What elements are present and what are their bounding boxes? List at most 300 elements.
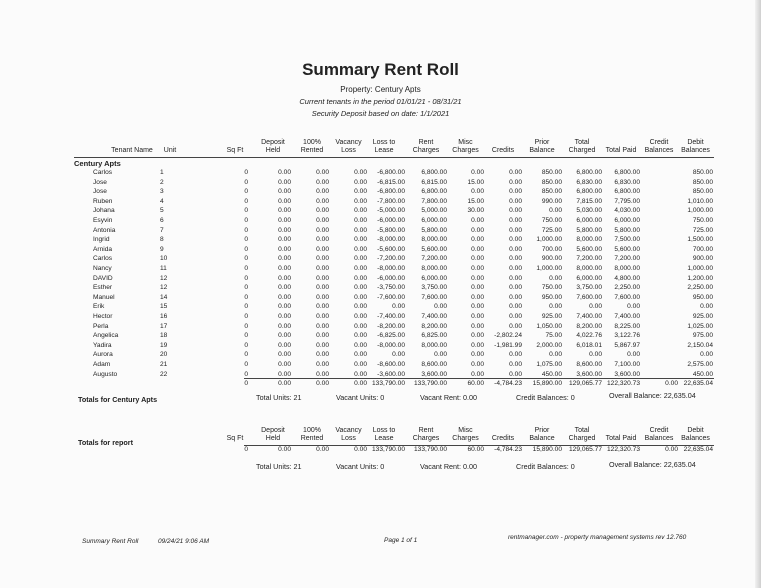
rent-charges-cell: 7,800.00 — [421, 197, 447, 205]
total-paid-cell: 7,400.00 — [614, 313, 640, 320]
unit-cell: 11 — [160, 265, 167, 272]
misc-charges-cell: 0.00 — [471, 361, 484, 368]
report-total-paid-header: Total Paid — [605, 435, 637, 442]
debit-balances-cell: 1,000.00 — [687, 265, 713, 272]
loss-to-lease-cell: -6,825.00 — [377, 332, 405, 340]
total-rent-charges: 133,790.00 — [413, 380, 447, 387]
report-deposit-basis: Security Deposit based on date: 1/1/2021 — [311, 109, 450, 118]
total-credit-balances: 0.00 — [665, 446, 678, 453]
tenant-name-cell: Erik — [93, 303, 105, 311]
debit-balances-cell: 2,250.00 — [687, 284, 713, 292]
footer-vendor: rentmanager.com - property management systems rev 12.760 — [508, 534, 687, 541]
tenant-name-cell: Aurora — [93, 351, 113, 359]
vacancy-loss-cell: 0.00 — [354, 226, 367, 234]
debit-balances-cell: 2,575.00 — [687, 361, 713, 368]
tenant-name-cell: Ruben — [93, 197, 113, 205]
debit-balances-cell: 850.00 — [692, 169, 713, 176]
sq-ft-cell: 0 — [244, 370, 248, 378]
vacancy-loss-cell: 0.00 — [354, 332, 367, 340]
credits-cell: 0.00 — [509, 217, 522, 224]
misc-charges-cell: 0.00 — [471, 188, 484, 196]
unit-cell: 6 — [160, 217, 164, 224]
col-misc-charges-header: Misc — [458, 139, 473, 146]
pct-rented-cell: 0.00 — [316, 265, 329, 272]
debit-balances-cell: 900.00 — [692, 255, 713, 263]
tenant-name-cell: Carlos — [93, 255, 113, 263]
loss-to-lease-cell: 0.00 — [392, 351, 405, 359]
sq-ft-cell: 0 — [244, 169, 248, 176]
footer-page: Page 1 of 1 — [384, 537, 418, 544]
pct-rented-cell: 0.00 — [316, 178, 329, 186]
loss-to-lease-cell: -6,815.00 — [377, 178, 405, 186]
total-paid-cell: 3,600.00 — [614, 370, 640, 378]
deposit-held-cell: 0.00 — [278, 169, 291, 176]
col-rent-charges-header: Charges — [412, 147, 440, 154]
total-charged-cell: 4,022.76 — [576, 332, 602, 340]
loss-to-lease-cell: -3,750.00 — [377, 284, 405, 292]
tenant-name-cell: Angelica — [93, 332, 119, 340]
deposit-held-cell: 0.00 — [278, 207, 291, 215]
sq-ft-cell: 0 — [244, 293, 248, 301]
col-tenant-name-header: Tenant Name — [111, 147, 153, 154]
rent-charges-cell: 5,000.00 — [421, 207, 447, 215]
total-paid-cell: 7,600.00 — [614, 293, 640, 301]
vacancy-loss-cell: 0.00 — [354, 351, 367, 359]
deposit-held-cell: 0.00 — [278, 370, 291, 378]
total-charged-cell: 5,600.00 — [576, 245, 602, 253]
total-paid-cell: 8,225.00 — [614, 322, 640, 330]
credits-cell: 0.00 — [509, 178, 522, 186]
misc-charges-cell: 0.00 — [471, 217, 484, 224]
report-pct-rented-header: Rented — [300, 435, 324, 442]
report-period: Current tenants in the period 01/01/21 - 08/31/21 — [299, 97, 462, 106]
report-credit-balances: Credit Balances: 0 — [516, 462, 575, 471]
rent-charges-cell: 8,000.00 — [421, 341, 447, 349]
pct-rented-cell: 0.00 — [316, 313, 329, 320]
deposit-held-cell: 0.00 — [278, 341, 291, 349]
total-charged-cell: 6,000.00 — [576, 274, 602, 282]
total-charged-cell: 6,800.00 — [576, 188, 602, 196]
unit-cell: 4 — [160, 197, 164, 205]
prior-balance-cell: 750.00 — [541, 217, 562, 224]
report-title: Summary Rent Roll — [302, 60, 459, 79]
report-loss-to-lease-header: Lease — [374, 435, 394, 442]
credits-cell: 0.00 — [509, 293, 522, 301]
vacancy-loss-cell: 0.00 — [354, 245, 367, 253]
credits-cell: 0.00 — [509, 169, 522, 176]
total-paid-cell: 2,250.00 — [614, 284, 640, 292]
report-deposit-held-header: Held — [265, 435, 281, 442]
prior-balance-cell: 1,050.00 — [536, 322, 562, 330]
rent-charges-cell: 8,600.00 — [421, 361, 447, 368]
sq-ft-cell: 0 — [244, 265, 248, 272]
rent-charges-cell: 6,800.00 — [421, 169, 447, 176]
total-total-paid: 122,320.73 — [606, 380, 640, 387]
report-property: Property: Century Apts — [340, 85, 421, 94]
pct-rented-cell: 0.00 — [316, 207, 329, 215]
total-paid-cell: 3,122.76 — [614, 332, 640, 340]
total-charged-cell: 6,018.01 — [576, 341, 602, 349]
total-vacancy-loss: 0.00 — [354, 446, 367, 453]
pct-rented-cell: 0.00 — [316, 341, 329, 349]
total-charged-cell: 5,030.00 — [576, 207, 602, 215]
prior-balance-cell: 990.00 — [541, 197, 562, 205]
tenant-name-cell: Yadira — [93, 341, 112, 349]
tenant-name-cell: Hector — [93, 313, 113, 320]
deposit-held-cell: 0.00 — [278, 255, 291, 263]
total-misc-charges: 60.00 — [467, 446, 484, 453]
tenant-name-cell: Jose — [93, 188, 107, 196]
loss-to-lease-cell: -8,000.00 — [377, 341, 405, 349]
vacancy-loss-cell: 0.00 — [354, 303, 367, 311]
misc-charges-cell: 0.00 — [471, 265, 484, 272]
rent-charges-cell: 0.00 — [434, 303, 447, 311]
total-paid-cell: 5,867.97 — [614, 341, 640, 349]
pct-rented-cell: 0.00 — [316, 284, 329, 292]
rent-charges-cell: 3,600.00 — [421, 370, 447, 378]
debit-balances-cell: 1,500.00 — [687, 236, 713, 244]
report-vacant-rent: Vacant Rent: 0.00 — [420, 462, 478, 471]
unit-cell: 15 — [160, 303, 168, 311]
col-prior-balance-header: Prior — [534, 139, 550, 146]
misc-charges-cell: 0.00 — [471, 322, 484, 330]
footer-report-name: Summary Rent Roll — [82, 538, 139, 545]
col-credits-header: Credits — [491, 147, 515, 154]
total-prior-balance: 15,890.00 — [532, 380, 562, 387]
rent-charges-cell: 6,000.00 — [421, 274, 447, 282]
debit-balances-cell: 0.00 — [700, 303, 713, 311]
misc-charges-cell: 0.00 — [471, 293, 484, 301]
loss-to-lease-cell: -8,600.00 — [377, 361, 405, 368]
total-charged-cell: 3,750.00 — [576, 284, 602, 292]
total-sq-ft: 0 — [244, 446, 248, 453]
total-debit-balances: 22,635.04 — [683, 380, 713, 387]
total-charged-cell: 6,000.00 — [576, 217, 602, 224]
misc-charges-cell: 0.00 — [471, 245, 484, 253]
tenant-name-cell: Johana — [93, 207, 115, 215]
rent-charges-cell: 5,600.00 — [421, 245, 447, 253]
total-charged-cell: 8,000.00 — [576, 236, 602, 244]
pct-rented-cell: 0.00 — [316, 197, 329, 205]
vacancy-loss-cell: 0.00 — [354, 236, 367, 244]
misc-charges-cell: 0.00 — [471, 351, 484, 359]
credits-cell: 0.00 — [509, 370, 522, 378]
total-credits: -4,784.23 — [494, 380, 522, 387]
col-vacancy-loss-header: Loss — [341, 147, 356, 154]
prior-balance-cell: 2,000.00 — [536, 341, 562, 349]
debit-balances-cell: 1,200.00 — [687, 274, 713, 282]
pct-rented-cell: 0.00 — [316, 351, 329, 359]
total-credits: -4,784.23 — [494, 446, 522, 453]
total-charged-cell: 6,800.00 — [576, 169, 602, 176]
report-prior-balance-header: Balance — [529, 435, 555, 442]
unit-cell: 18 — [160, 332, 168, 340]
sq-ft-cell: 0 — [244, 332, 248, 340]
rent-charges-cell: 8,200.00 — [421, 322, 447, 330]
total-total-charged: 129,065.77 — [568, 446, 602, 453]
report-total-charged-header: Charged — [568, 435, 596, 442]
report-credit-balances-header: Credit — [649, 427, 669, 434]
misc-charges-cell: 0.00 — [471, 226, 484, 234]
total-paid-cell: 5,800.00 — [614, 226, 640, 234]
pct-rented-cell: 0.00 — [316, 322, 329, 330]
total-total-charged: 129,065.77 — [568, 380, 602, 387]
total-charged-cell: 8,200.00 — [576, 322, 602, 330]
prior-balance-cell: 1,000.00 — [536, 236, 562, 244]
report-loss-to-lease-header: Loss to — [372, 427, 396, 434]
rent-charges-cell: 7,200.00 — [421, 255, 447, 263]
debit-balances-cell: 725.00 — [692, 226, 713, 234]
unit-cell: 17 — [160, 322, 168, 330]
sq-ft-cell: 0 — [244, 245, 248, 253]
col-debit-balances-header: Debit — [687, 139, 704, 146]
loss-to-lease-cell: -8,200.00 — [377, 322, 405, 330]
rent-charges-cell: 6,000.00 — [421, 217, 447, 224]
total-loss-to-lease: 133,790.00 — [371, 446, 405, 453]
loss-to-lease-cell: -8,000.00 — [377, 236, 405, 244]
sq-ft-cell: 0 — [244, 313, 248, 320]
vacancy-loss-cell: 0.00 — [354, 341, 367, 349]
total-sq-ft: 0 — [244, 380, 248, 387]
misc-charges-cell: 0.00 — [471, 313, 484, 320]
col-prior-balance-header: Balance — [529, 147, 555, 154]
total-charged-cell: 0.00 — [589, 351, 602, 359]
prior-balance-cell: 0.00 — [549, 303, 562, 311]
loss-to-lease-cell: -8,000.00 — [377, 265, 405, 272]
credits-cell: 0.00 — [509, 226, 522, 234]
credits-cell: 0.00 — [509, 188, 522, 196]
total-paid-cell: 8,000.00 — [614, 265, 640, 272]
credits-cell: 0.00 — [509, 265, 522, 272]
prior-balance-cell: 700.00 — [541, 245, 562, 253]
unit-cell: 10 — [160, 255, 168, 263]
debit-balances-cell: 925.00 — [692, 313, 713, 320]
total-pct-rented: 0.00 — [316, 446, 329, 453]
col-vacancy-loss-header: Vacancy — [335, 139, 362, 146]
total-charged-cell: 7,600.00 — [576, 293, 602, 301]
unit-cell: 14 — [160, 293, 168, 301]
total-charged-cell: 0.00 — [589, 303, 602, 311]
report-deposit-held-header: Deposit — [261, 427, 285, 434]
misc-charges-cell: 0.00 — [471, 370, 484, 378]
loss-to-lease-cell: -5,800.00 — [377, 226, 405, 234]
col-total-charged-header: Charged — [568, 147, 596, 154]
total-charged-cell: 8,600.00 — [576, 361, 602, 368]
tenant-name-cell: Manuel — [93, 293, 115, 301]
col-pct-rented-header: Rented — [300, 147, 324, 154]
deposit-held-cell: 0.00 — [278, 274, 291, 282]
header-rule — [74, 157, 714, 158]
debit-balances-cell: 450.00 — [692, 370, 713, 378]
misc-charges-cell: 0.00 — [471, 284, 484, 292]
credits-cell: 0.00 — [509, 361, 522, 368]
sq-ft-cell: 0 — [244, 274, 248, 282]
total-rent-charges: 133,790.00 — [413, 446, 447, 453]
vacancy-loss-cell: 0.00 — [354, 265, 367, 272]
misc-charges-cell: 0.00 — [471, 341, 484, 349]
rent-charges-cell: 8,000.00 — [421, 236, 447, 244]
report-credit-balances-header: Balances — [644, 435, 674, 442]
prior-balance-cell: 0.00 — [549, 274, 562, 282]
report-debit-balances-header: Balances — [681, 435, 710, 442]
vacancy-loss-cell: 0.00 — [354, 188, 367, 196]
pct-rented-cell: 0.00 — [316, 188, 329, 196]
sq-ft-cell: 0 — [244, 351, 248, 359]
sq-ft-cell: 0 — [244, 236, 248, 244]
total-charged-cell: 7,815.00 — [576, 197, 602, 205]
tenant-name-cell: Jose — [93, 178, 107, 186]
prior-balance-cell: 0.00 — [549, 207, 562, 215]
tenant-name-cell: Carlos — [93, 169, 113, 176]
misc-charges-cell: 0.00 — [471, 303, 484, 311]
total-paid-cell: 6,830.00 — [614, 178, 640, 186]
col-rent-charges-header: Rent — [418, 139, 434, 146]
col-credit-balances-header: Balances — [644, 147, 674, 154]
footer-printed: 09/24/21 9:06 AM — [158, 538, 210, 545]
misc-charges-cell: 15.00 — [467, 197, 484, 205]
debit-balances-cell: 950.00 — [692, 293, 713, 301]
misc-charges-cell: 0.00 — [471, 255, 484, 263]
debit-balances-cell: 0.00 — [700, 351, 713, 359]
vacancy-loss-cell: 0.00 — [354, 313, 367, 320]
prior-balance-cell: 450.00 — [541, 370, 562, 378]
tenant-name-cell: Nancy — [93, 265, 112, 272]
debit-balances-cell: 750.00 — [692, 217, 713, 224]
tenant-name-cell: DAVID — [93, 274, 113, 282]
col-unit-header: Unit — [163, 147, 177, 154]
unit-cell: 9 — [160, 245, 164, 253]
total-paid-cell: 6,800.00 — [614, 188, 640, 196]
total-total-paid: 122,320.73 — [606, 446, 640, 453]
report-total-units: Total Units: 21 — [256, 462, 302, 471]
misc-charges-cell: 30.00 — [467, 207, 484, 215]
unit-cell: 22 — [160, 370, 168, 378]
loss-to-lease-cell: -6,800.00 — [377, 188, 405, 196]
total-pct-rented: 0.00 — [316, 380, 329, 387]
total-deposit-held: 0.00 — [278, 446, 291, 453]
col-sq-ft-header: Sq Ft — [226, 147, 244, 154]
prior-balance-cell: 850.00 — [541, 188, 562, 196]
report-misc-charges-header: Charges — [452, 435, 479, 442]
sq-ft-cell: 0 — [244, 322, 248, 330]
debit-balances-cell: 975.00 — [692, 332, 713, 340]
col-debit-balances-header: Balances — [681, 147, 710, 154]
deposit-held-cell: 0.00 — [278, 226, 291, 234]
sq-ft-cell: 0 — [244, 361, 248, 368]
pct-rented-cell: 0.00 — [316, 245, 329, 253]
tenant-name-cell: Perla — [93, 322, 109, 330]
rent-charges-cell: 6,815.00 — [421, 178, 447, 186]
tenant-name-cell: Esther — [93, 284, 113, 292]
col-loss-to-lease-header: Lease — [374, 147, 394, 154]
total-prior-balance: 15,890.00 — [532, 446, 562, 453]
prior-balance-cell: 1,000.00 — [536, 265, 562, 272]
vacancy-loss-cell: 0.00 — [354, 197, 367, 205]
unit-cell: 12 — [160, 284, 168, 292]
tenant-name-cell: Arnida — [93, 245, 113, 253]
sq-ft-cell: 0 — [244, 207, 248, 215]
sq-ft-cell: 0 — [244, 303, 248, 311]
deposit-held-cell: 0.00 — [278, 313, 291, 320]
credits-cell: 0.00 — [509, 236, 522, 244]
vacancy-loss-cell: 0.00 — [354, 217, 367, 224]
unit-cell: 8 — [160, 236, 164, 244]
loss-to-lease-cell: -7,600.00 — [377, 293, 405, 301]
credits-cell: -2,802.24 — [494, 332, 522, 340]
prior-balance-cell: 925.00 — [541, 313, 562, 320]
total-deposit-held: 0.00 — [278, 380, 291, 387]
col-total-charged-header: Total — [574, 139, 590, 146]
col-deposit-held-header: Held — [265, 147, 281, 154]
unit-cell: 5 — [160, 207, 164, 215]
credits-cell: 0.00 — [509, 274, 522, 282]
pct-rented-cell: 0.00 — [316, 236, 329, 244]
prior-balance-cell: 850.00 — [541, 169, 562, 176]
report-sq-ft-header: Sq Ft — [226, 435, 244, 442]
report-totals-label: Totals for report — [78, 438, 133, 447]
pct-rented-cell: 0.00 — [316, 217, 329, 224]
credits-cell: 0.00 — [509, 197, 522, 205]
deposit-held-cell: 0.00 — [278, 245, 291, 253]
misc-charges-cell: 0.00 — [471, 332, 484, 340]
loss-to-lease-cell: -5,600.00 — [377, 245, 405, 253]
rent-charges-cell: 6,800.00 — [421, 188, 447, 196]
col-misc-charges-header: Charges — [452, 147, 479, 154]
deposit-held-cell: 0.00 — [278, 217, 291, 224]
unit-cell: 19 — [160, 341, 168, 349]
group-credit-balances: Credit Balances: 0 — [516, 393, 575, 402]
total-paid-cell: 7,100.00 — [614, 361, 640, 368]
unit-cell: 20 — [160, 351, 168, 359]
credits-cell: 0.00 — [509, 322, 522, 330]
deposit-held-cell: 0.00 — [278, 332, 291, 340]
credits-cell: 0.00 — [509, 245, 522, 253]
tenant-name-cell: Augusto — [93, 370, 118, 378]
pct-rented-cell: 0.00 — [316, 226, 329, 234]
total-loss-to-lease: 133,790.00 — [371, 380, 405, 387]
unit-cell: 7 — [160, 226, 164, 234]
debit-balances-cell: 850.00 — [692, 188, 713, 196]
col-loss-to-lease-header: Loss to — [372, 139, 396, 146]
pct-rented-cell: 0.00 — [316, 274, 329, 282]
misc-charges-cell: 15.00 — [467, 178, 484, 186]
deposit-held-cell: 0.00 — [278, 236, 291, 244]
sq-ft-cell: 0 — [244, 226, 248, 234]
total-paid-cell: 7,500.00 — [614, 236, 640, 244]
rent-charges-cell: 7,600.00 — [421, 293, 447, 301]
group-vacant-units: Vacant Units: 0 — [336, 393, 385, 402]
sq-ft-cell: 0 — [244, 341, 248, 349]
sq-ft-cell: 0 — [244, 255, 248, 263]
vacancy-loss-cell: 0.00 — [354, 361, 367, 368]
total-charged-cell: 8,000.00 — [576, 265, 602, 272]
loss-to-lease-cell: -5,000.00 — [377, 207, 405, 215]
unit-cell: 12 — [160, 274, 168, 282]
credits-cell: 0.00 — [509, 313, 522, 320]
tenant-name-cell: Esyvin — [93, 217, 113, 224]
report-vacancy-loss-header: Loss — [341, 435, 356, 442]
report-pct-rented-header: 100% — [303, 427, 321, 434]
prior-balance-cell: 900.00 — [541, 255, 562, 263]
tenant-name-cell: Antonia — [93, 226, 116, 234]
total-charged-cell: 5,800.00 — [576, 226, 602, 234]
total-paid-cell: 7,200.00 — [614, 255, 640, 263]
deposit-held-cell: 0.00 — [278, 322, 291, 330]
total-paid-cell: 0.00 — [627, 303, 640, 311]
tenant-name-cell: Ingrid — [93, 236, 110, 244]
deposit-held-cell: 0.00 — [278, 188, 291, 196]
sq-ft-cell: 0 — [244, 284, 248, 292]
